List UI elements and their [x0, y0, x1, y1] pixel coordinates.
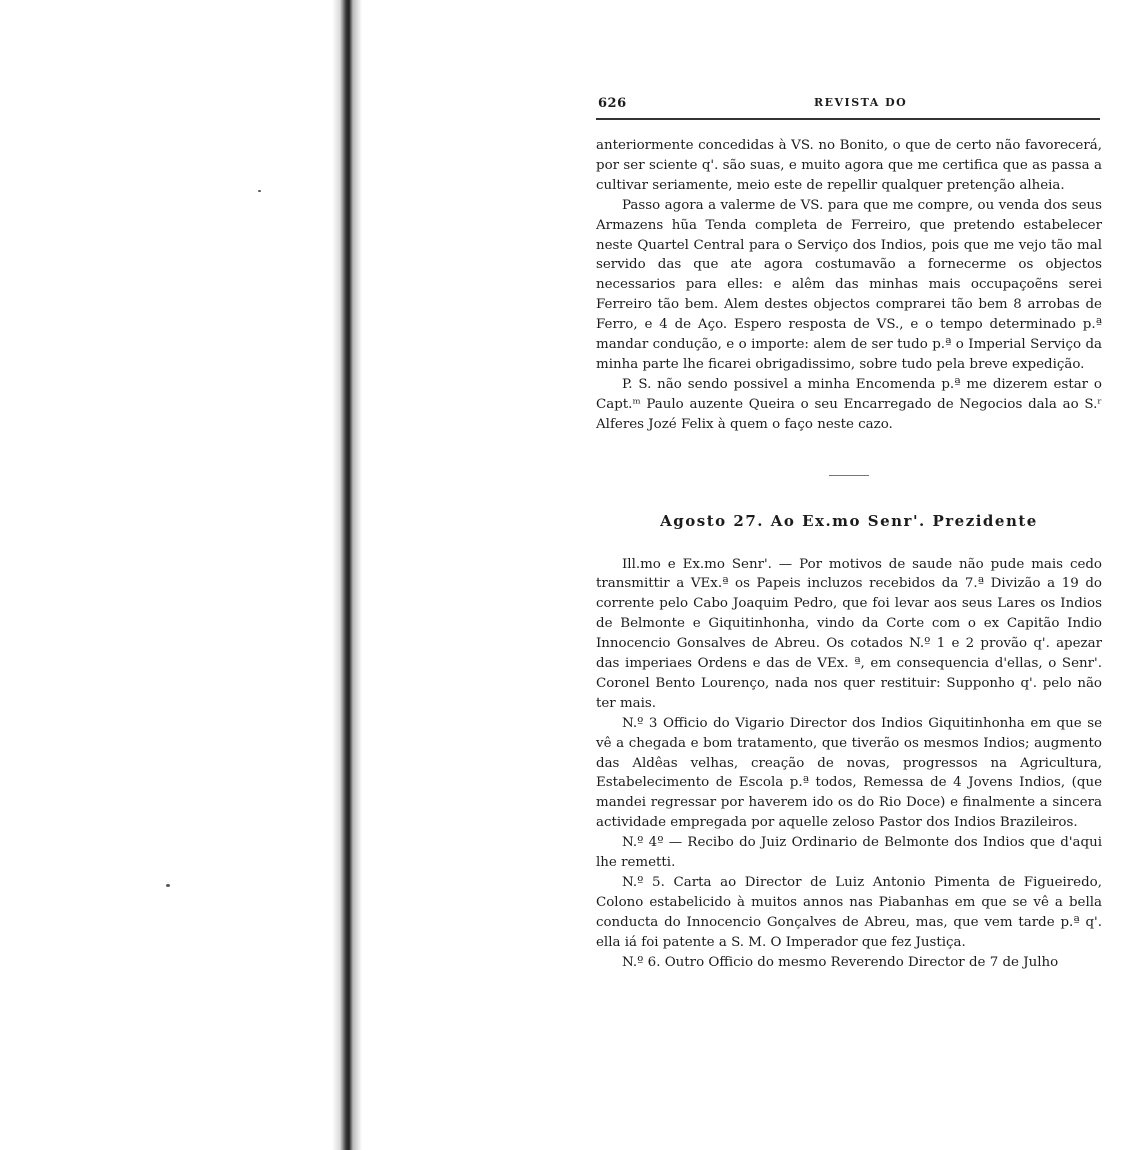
- scan-speck: [166, 884, 170, 887]
- letter-body: [596, 555, 1102, 973]
- paragraph-postscript: P. S. não sendo possivel a minha Encomenda p.ª me dizerem estar o Capt.ᵐ Paulo auzente Queira o seu Encarregado de Negocios dala ao S.ʳ Alferes Jozé Felix à quem o faço neste cazo.: [596, 376, 1102, 432]
- paragraph: N.º 6. Outro Officio do mesmo Reverendo Director de 7 de Julho: [622, 954, 1059, 970]
- paragraph: Passo agora a valerme de VS. para que me compre, ou venda dos seus Armazens hũa Tenda completa de Ferreiro, que pretendo estabelecer neste Quartel Central para o Serviço dos Indios, pois que me vejo tão mal servido das que ate agora costumavão a fornecerme os objectos necessarios para elles: e alêm das minhas mais occupaçoẽns serei Ferreiro tão bem. Alem destes objectos comprarei tão bem 8 arrobas de Ferro, e 4 de Aço. Espero resposta de VS., e o tempo determinado p.ª mandar condução, e o importe: alem de ser tudo p.ª o Imperial Serviço da minha parte lhe ficarei obrigadissimo, sobre tudo pela breve expedição.: [596, 197, 1102, 372]
- page-number: 626: [598, 96, 627, 111]
- book-page: [596, 94, 1102, 973]
- page-header: [596, 94, 1102, 116]
- paragraph: anteriormente concedidas à VS. no Bonito, o que de certo não favorecerá, por ser sciente q'. são suas, e muito agora que me certifica que as passa a cultivar seriamente, meio este de repellir qualquer pretenção alheia.: [596, 138, 1102, 193]
- running-head: REVISTA DO: [814, 96, 908, 109]
- scan-speck: [258, 190, 261, 192]
- paragraph: N.º 5. Carta ao Director de Luiz Antonio Pimenta de Figueiredo, Colono estabelicido à muitos annos nas Piabanhas em que se vê a bella conducta do Innocencio Gonçalves de Abreu, mas, que vem tarde p.ª q'. ella iá foi patente a S. M. O Imperador que fez Justiça.: [596, 875, 1102, 950]
- header-rule: [596, 118, 1100, 120]
- paragraph: N.º 4º — Recibo do Juiz Ordinario de Belmonte dos Indios que d'aqui lhe remetti.: [596, 835, 1102, 871]
- book-spine-shadow: [332, 0, 362, 1150]
- page-body: [596, 136, 1102, 973]
- paragraph: Ill.mo e Ex.mo Senr'. — Por motivos de saude não pude mais cedo transmittir a VEx.ª os Papeis incluzos recebidos da 7.ª Divizão a 19 do corrente pelo Cabo Joaquim Pedro, que foi levar aos seus Lares os Indios de Belmonte e Giquitinhonha, vindo da Corte com o ex Capitão Indio Innocencio Gonsalves de Abreu. Os cotados N.º 1 e 2 provão q'. apezar das imperiaes Ordens e das de VEx. ª, em consequencia d'ellas, o Senr'. Coronel Bento Lourenço, nada nos quer restituir: Supponho q'. pelo não ter mais.: [596, 556, 1102, 711]
- section-heading: Agosto 27. Ao Ex.mo Senr'. Prezidente: [660, 511, 1038, 530]
- section-divider: [829, 475, 869, 476]
- paragraph: N.º 3 Officio do Vigario Director dos Indios Giquitinhonha em que se vê a chegada e bom tratamento, que tiverão os mesmos Indios; augmento das Aldêas velhas, creação de novas, progressos na Agricultura, Estabelecimento de Escola p.ª todos, Remessa de 4 Jovens Indios, (que mandei regressar por haverem ido os do Rio Doce) e finalmente a sincera actividade empregada por aquelle zeloso Pastor dos Indios Brazileiros.: [596, 715, 1102, 831]
